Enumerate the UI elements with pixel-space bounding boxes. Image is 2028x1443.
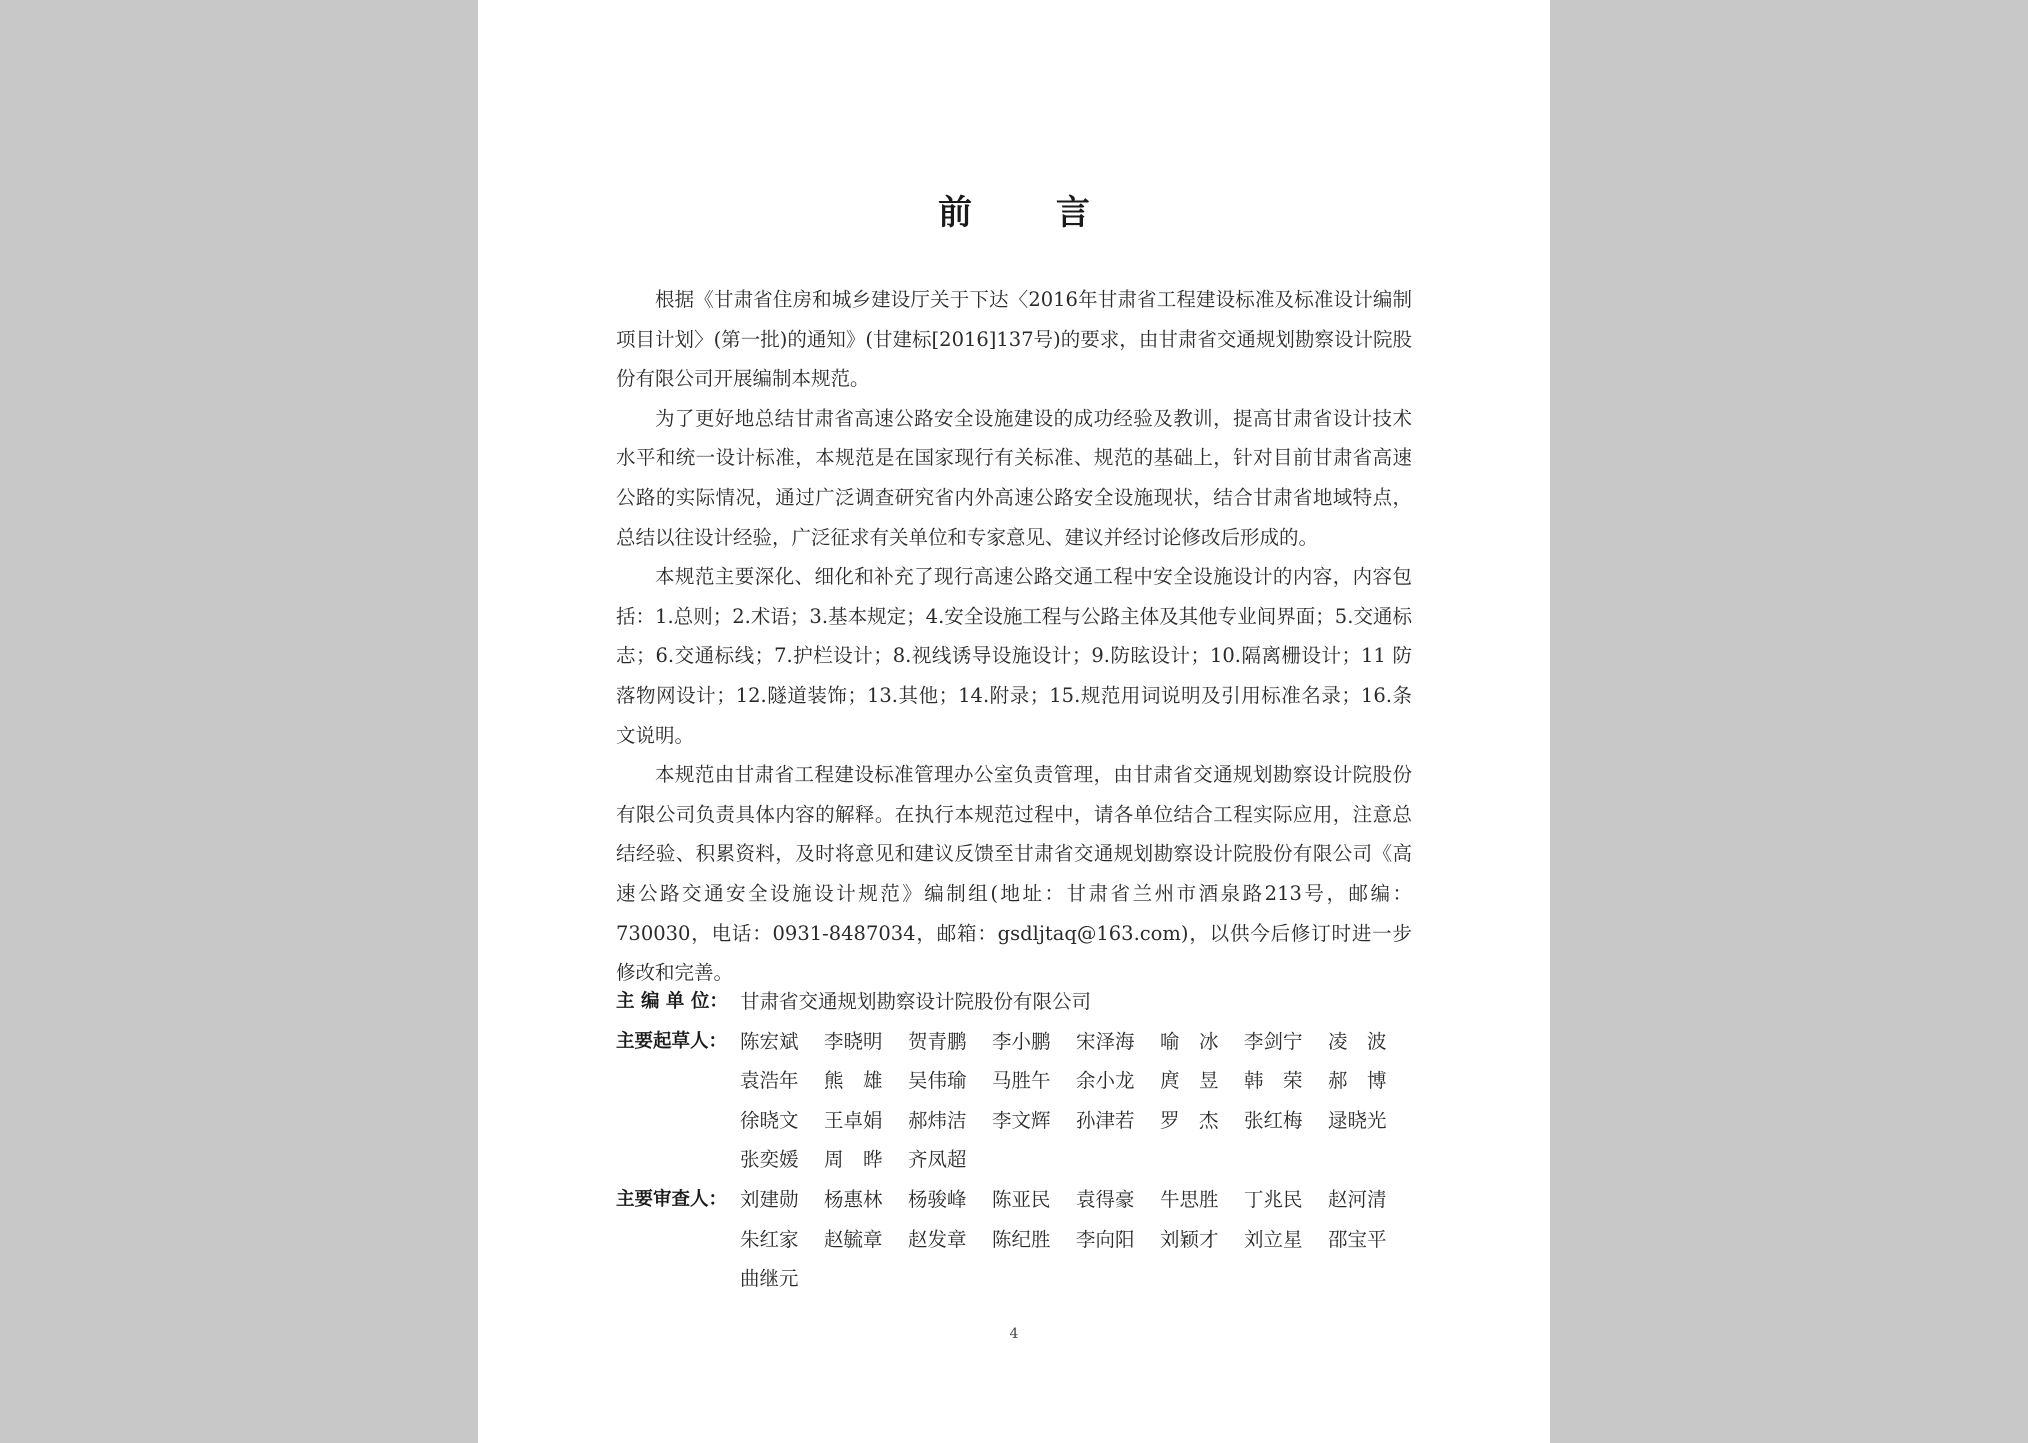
person-name: 赵河清 [1328,1187,1387,1211]
person-name: 杨惠林 [824,1187,883,1211]
person-name: 郝炜洁 [908,1108,967,1132]
person-name: 李小鹏 [992,1029,1051,1053]
person-name: 陈宏斌 [740,1029,799,1053]
person-name: 韩 荣 [1244,1069,1303,1093]
chief-unit-value: 甘肃省交通规划勘察设计院股份有限公司 [740,990,1092,1013]
person-name: 熊 雄 [824,1069,883,1093]
person-name: 吴伟瑜 [908,1069,967,1093]
document-page [478,0,1550,1443]
person-name: 凌 波 [1328,1029,1387,1053]
staff-list [616,982,1412,1299]
person-name: 李向阳 [1076,1227,1135,1251]
person-name: 袁得豪 [1076,1187,1135,1211]
person-name: 王卓娟 [824,1108,883,1132]
paragraph-1: 根据《甘肃省住房和城乡建设厅关于下达〈2016年甘肃省工程建设标准及标准设计编制项目计划〉(第一批)的通知》(甘建标[2016]137号)的要求，由甘肃省交通规划勘察设计院股份有限公司开展编制本规范。 [616,288,1412,391]
person-name: 李文辉 [992,1108,1051,1132]
person-name: 周 晔 [824,1148,883,1172]
reviewers-row [616,1180,1412,1299]
chief-unit-row [616,982,1412,1022]
person-name: 朱红家 [740,1227,799,1251]
paragraph-4: 本规范由甘肃省工程建设标准管理办公室负责管理，由甘肃省交通规划勘察设计院股份有限公司负责具体内容的解释。在执行本规范过程中，请各单位结合工程实际应用，注意总结经验、积累资料，及时将意见和建议反馈至甘肃省交通规划勘察设计院股份有限公司《高速公路交通安全设施设计规范》编制组(地址：甘肃省兰州市酒泉路213号，邮编：730030，电话：0931-8487034，邮箱：gsdljtaq@163.com)，以供今后修订时进一步修改和完善。 [616,763,1412,985]
person-name: 陈纪胜 [992,1227,1051,1251]
person-name: 李晓明 [824,1029,883,1053]
person-name: 赵发章 [908,1227,967,1251]
person-name: 刘颖才 [1160,1227,1219,1251]
person-name: 贺青鹏 [908,1029,967,1053]
page-title: 前 言 [938,193,1126,233]
drafters-names [740,1022,1412,1180]
page-number: 4 [1009,1326,1019,1342]
person-name: 齐凤超 [908,1148,967,1172]
paragraph-3: 本规范主要深化、细化和补充了现行高速公路交通工程中安全设施设计的内容，内容包括：1.总则；2.术语；3.基本规定；4.安全设施工程与公路主体及其他专业间界面；5.交通标志；6.交通标线；7.护栏设计；8.视线诱导设施设计；9.防眩设计；10.隔离栅设计；11 防落物网设计；12.隧道装饰；13.其他；14.附录；15.规范用词说明及引用标准名录；16.条文说明。 [616,565,1412,747]
drafters-label: 主要起草人： [616,1030,728,1052]
person-name: 邵宝平 [1328,1227,1387,1251]
reviewers-label: 主要审查人： [616,1188,728,1210]
person-name: 庹 昱 [1160,1069,1219,1093]
person-name: 徐晓文 [740,1108,799,1132]
person-name: 逯晓光 [1328,1108,1387,1132]
person-name: 喻 冰 [1160,1029,1219,1053]
person-name: 丁兆民 [1244,1187,1303,1211]
chief-unit-label: 主 编 单 位： [616,991,728,1012]
reviewers-names [740,1180,1412,1299]
person-name: 牛思胜 [1160,1187,1219,1211]
person-name: 刘立星 [1244,1227,1303,1251]
paragraph-2: 为了更好地总结甘肃省高速公路安全设施建设的成功经验及教训，提高甘肃省设计技术水平和统一设计标准，本规范是在国家现行有关标准、规范的基础上，针对目前甘肃省高速公路的实际情况，通过广泛调查研究省内外高速公路安全设施现状，结合甘肃省地域特点，总结以往设计经验，广泛征求有关单位和专家意见、建议并经讨论修改后形成的。 [616,406,1412,549]
person-name: 郝 博 [1328,1069,1387,1093]
person-name: 孙津若 [1076,1108,1135,1132]
person-name: 李剑宁 [1244,1029,1303,1053]
person-name: 袁浩年 [740,1069,799,1093]
person-name: 曲继元 [740,1267,799,1291]
person-name: 陈亚民 [992,1187,1051,1211]
person-name: 宋泽海 [1076,1029,1135,1053]
person-name: 杨骏峰 [908,1187,967,1211]
person-name: 张奕媛 [740,1148,799,1172]
drafters-row [616,1022,1412,1180]
person-name: 刘建勋 [740,1187,799,1211]
person-name: 余小龙 [1076,1069,1135,1093]
person-name: 张红梅 [1244,1108,1303,1132]
person-name: 赵毓章 [824,1227,883,1251]
preface-body [616,280,1412,993]
person-name: 马胜午 [992,1069,1051,1093]
person-name: 罗 杰 [1160,1108,1219,1132]
